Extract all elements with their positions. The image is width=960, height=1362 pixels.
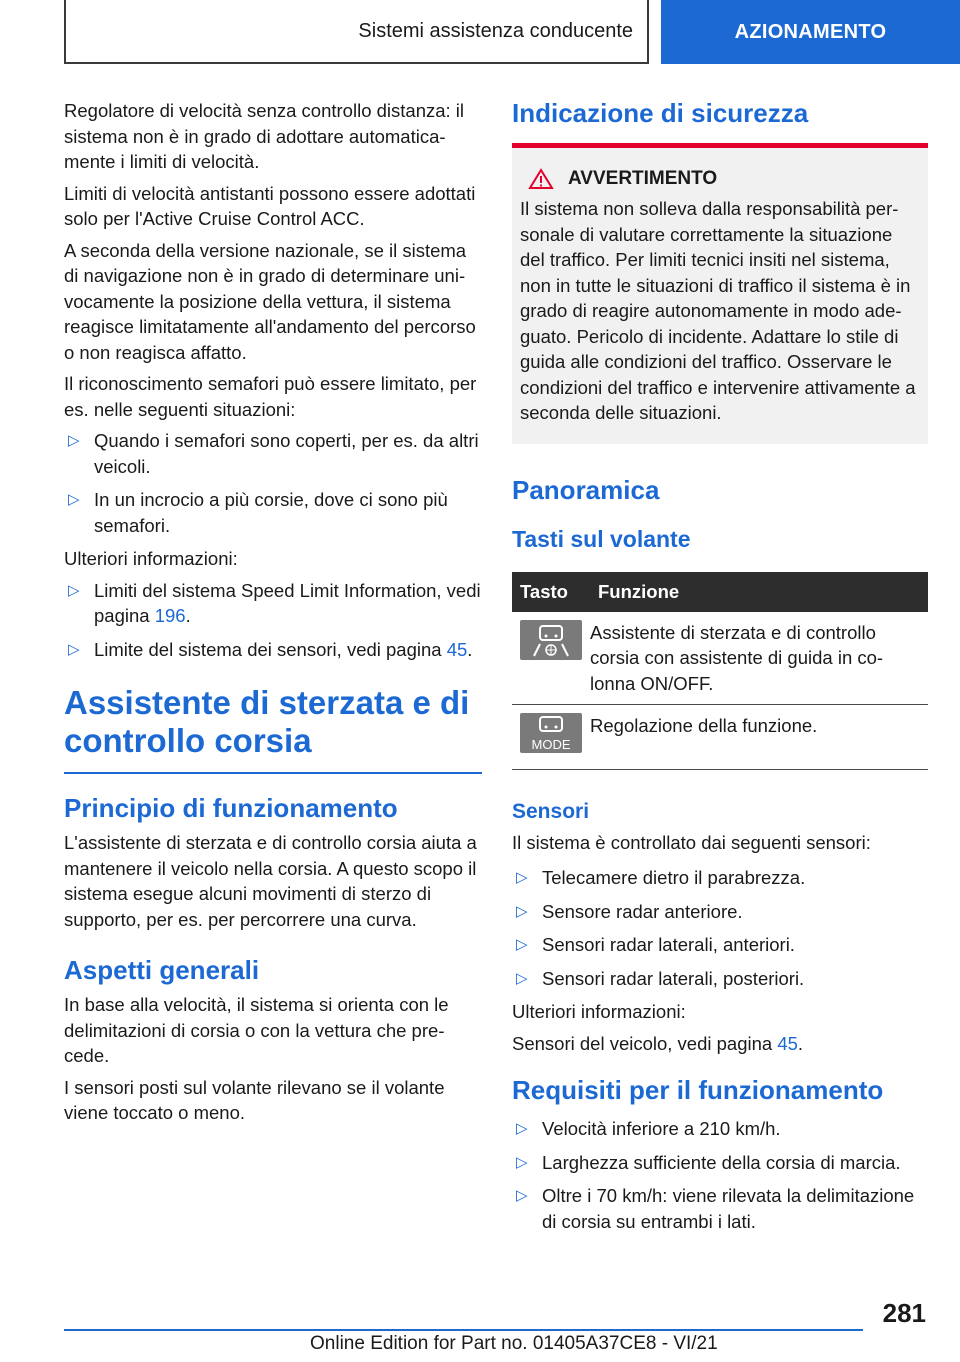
header-chapter-title: AZIONAMENTO bbox=[734, 20, 887, 43]
list-item: ▷ Oltre i 70 km/h: viene rilevata la delimitazione di corsia su entrambi i lati. bbox=[516, 1185, 915, 1232]
more-info-label: Ulteriori informazioni: bbox=[512, 1001, 686, 1022]
footer-edition: Online Edition for Part no. 01405A37CE8 - VI/21 bbox=[310, 1333, 718, 1354]
steering-buttons-table bbox=[512, 572, 928, 770]
list-item: ▷ Sensori radar laterali, anteriori. bbox=[512, 932, 928, 958]
page-link[interactable]: 45 bbox=[777, 1032, 798, 1054]
warning-text: Il sistema non solleva dalla responsabilità personale di valutare correttamente la situazione del traffico. Per limiti tecnici insiti nel sistema, non in tutte le situazioni di traffico il sistema è in grado di reagire autonomamente in modo adeguato. Pericolo di incidente. Adattare lo stile di guida alle condizioni del traffico. Osservare le condizioni del traffico e intervenire attivamente a seconda delle situazioni. bbox=[520, 198, 916, 423]
triangle-bullet-icon: ▷ bbox=[68, 432, 80, 449]
triangle-bullet-icon: ▷ bbox=[516, 902, 528, 920]
paragraph: L'assistente di sterzata e di controllo corsia aiuta a mantenere il veicolo nella corsia. A questo scopo il sistema esegue alcuni movimenti di sterzo di supporto, per es. per percorrere una curva. bbox=[64, 832, 477, 930]
table-cell: Regolazione della funzione. bbox=[590, 705, 928, 770]
header-section bbox=[64, 0, 649, 64]
requirements-list bbox=[512, 1116, 928, 1234]
table-row bbox=[512, 612, 928, 705]
footer-divider bbox=[64, 1329, 863, 1331]
list-item: ▷ Quando i semafori sono coperti, per es. da altri veicoli. bbox=[68, 430, 479, 477]
triangle-bullet-icon: ▷ bbox=[516, 936, 528, 953]
list-item: ▷ Limiti del sistema Speed Limit Information, vedi pagina 196. bbox=[68, 579, 481, 626]
overview-title: Panoramica bbox=[512, 474, 660, 505]
triangle-bullet-icon: ▷ bbox=[516, 1153, 528, 1171]
table-header-row bbox=[512, 572, 928, 612]
header-section-title: Sistemi assistenza conducente bbox=[358, 19, 633, 42]
requirements-title: Requisiti per il funzionamento bbox=[512, 1075, 884, 1105]
triangle-bullet-icon: ▷ bbox=[516, 869, 528, 886]
triangle-bullet-icon: ▷ bbox=[68, 640, 80, 658]
mode-button-icon[interactable] bbox=[520, 713, 582, 753]
sensors-title: Sensori bbox=[512, 799, 590, 823]
warning-header bbox=[520, 168, 920, 190]
table-cell bbox=[512, 705, 590, 770]
more-info-label: Ulteriori informazioni: bbox=[64, 548, 238, 569]
paragraph: Il riconoscimento semafori può essere limitato, per es. nelle seguenti situazioni: bbox=[64, 373, 477, 420]
table-cell: Assistente di sterzata e di controllo corsia con assistente di guida in colonna ON/OFF. bbox=[590, 612, 928, 705]
warning-triangle-icon bbox=[528, 168, 554, 190]
triangle-bullet-icon: ▷ bbox=[516, 1120, 528, 1137]
paragraph: In base alla velocità, il sistema si orienta con le delimitazioni di corsia o con la vettura che precede. bbox=[64, 994, 449, 1066]
list-item: ▷ Velocità inferiore a 210 km/h. bbox=[512, 1116, 928, 1142]
lane-assist-button-icon[interactable] bbox=[520, 620, 582, 660]
list-item: ▷ Larghezza sufficiente della corsia di marcia. bbox=[512, 1150, 928, 1176]
triangle-bullet-icon: ▷ bbox=[68, 491, 80, 508]
principle-title: Principio di funzionamento bbox=[64, 793, 398, 823]
header-chapter-tab[interactable] bbox=[661, 0, 960, 64]
paragraph: A seconda della versione nazionale, se il sistema di navigazione non è in grado di determinare univocamente la posizione della vettura, il sistema reagisce limitatamente all'andamento del percorso o non reagisca affatto. bbox=[64, 239, 476, 363]
section-title: Assistente di sterzata e di controllo corsia bbox=[64, 684, 482, 774]
paragraph: Il sistema è controllato dai seguenti sensori: bbox=[512, 831, 871, 853]
traffic-light-list bbox=[64, 428, 482, 538]
warning-label: AVVERTIMENTO bbox=[568, 168, 718, 189]
general-title: Aspetti generali bbox=[64, 955, 260, 985]
right-column bbox=[512, 98, 928, 1242]
safety-title: Indicazione di sicurezza bbox=[512, 98, 928, 148]
triangle-bullet-icon: ▷ bbox=[516, 1187, 528, 1204]
list-item: ▷ Limite del sistema dei sensori, vedi pagina 45. bbox=[64, 637, 482, 663]
paragraph: Sensori del veicolo, vedi pagina 45. bbox=[512, 1032, 804, 1054]
more-info-list bbox=[64, 578, 482, 663]
table-cell bbox=[512, 612, 590, 705]
page-link[interactable]: 196 bbox=[154, 605, 186, 626]
list-item: ▷ Sensore radar anteriore. bbox=[512, 899, 928, 925]
warning-box bbox=[512, 148, 928, 444]
paragraph: I sensori posti sul volante rilevano se il volante viene toccato o meno. bbox=[64, 1076, 445, 1123]
buttons-title: Tasti sul volante bbox=[512, 525, 691, 552]
paragraph: Limiti di velocità antistanti possono essere adottati solo per l'Active Cruise Control ACC. bbox=[64, 182, 476, 229]
table-header-cell: Funzione bbox=[590, 572, 928, 612]
triangle-bullet-icon: ▷ bbox=[516, 969, 528, 987]
table-row bbox=[512, 705, 928, 770]
sensors-list bbox=[512, 865, 928, 991]
left-column bbox=[64, 98, 482, 1132]
table-header-cell: Tasto bbox=[512, 572, 590, 612]
svg-text:MODE: MODE bbox=[531, 737, 571, 752]
paragraph: Regolatore di velocità senza controllo distanza: il sistema non è in grado di adottare automaticamente i limiti di velocità. bbox=[64, 100, 465, 172]
list-item: ▷ Sensori radar laterali, posteriori. bbox=[512, 966, 928, 992]
page-number: 281 bbox=[882, 1298, 926, 1328]
list-item: ▷ In un incrocio a più corsie, dove ci sono più semafori. bbox=[68, 489, 448, 536]
list-item: ▷ Telecamere dietro il parabrezza. bbox=[512, 865, 928, 891]
triangle-bullet-icon: ▷ bbox=[68, 581, 80, 599]
page-link[interactable]: 45 bbox=[446, 638, 468, 660]
